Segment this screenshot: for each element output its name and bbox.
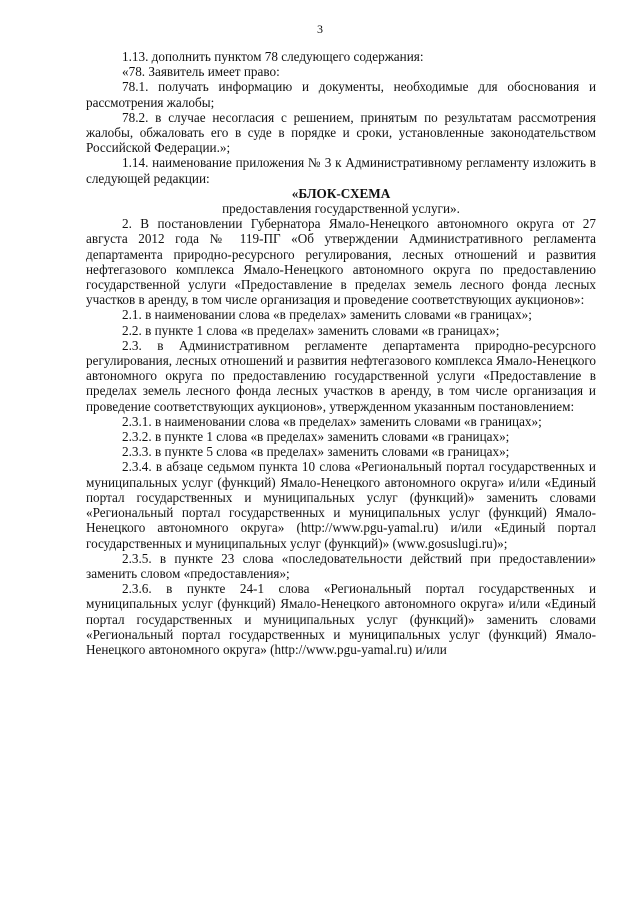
- paragraph-78-intro: «78. Заявитель имеет право:: [122, 64, 280, 80]
- paragraph-2-1: 2.1. в наименовании слова «в пределах» заменить словами «в границах»;: [122, 307, 532, 323]
- paragraph-2-3-6: 2.3.6. в пункте 24-1 слова «Региональный портал государственных и муниципальных услуг (функций) Ямало-Ненецкого автономного округа» и/или «Единый портал государственных и муниципальных услуг (функций)» заменить словами «Региональный портал государственных и муниципальных услуг (функций) Ямало-Ненецкого автономного округа» (http://www.pgu-yamal.ru) и/или: [86, 581, 596, 657]
- paragraph-2-2: 2.2. в пункте 1 слова «в пределах» заменить словами «в границах»;: [122, 322, 500, 338]
- paragraph-2-3-4: 2.3.4. в абзаце седьмом пункта 10 слова «Региональный портал государственных и муниципальных услуг (функций) Ямало-Ненецкого автономного округа» и/или «Единый портал государственных и муниципальных услуг (функций)» заменить словами «Региональный портал государственных и муниципальных услуг (функций) Ямало-Ненецкого автономного округа» (http://www.pgu-yamal.ru) и/или «Единый портал государственных и муниципальных услуг (функций)» (www.gosuslugi.ru)»;: [86, 459, 596, 551]
- paragraph-1-13: 1.13. дополнить пунктом 78 следующего содержания:: [122, 49, 424, 64]
- block-scheme-subtitle: предоставления государственной услуги».: [222, 201, 460, 217]
- paragraph-2-3-5: 2.3.5. в пункте 23 слова «последовательности действий при предоставлении» заменить словом «предоставления»;: [86, 550, 596, 581]
- paragraph-78-2: 78.2. в случае несогласия с решением, принятым по результатам рассмотрения жалобы, обжаловать его в суде в порядке и сроки, установленные законодательством Российской Федерации.»;: [86, 109, 596, 156]
- paragraph-2-3-3: 2.3.3. в пункте 5 слова «в пределах» заменить словами «в границах»;: [122, 444, 510, 460]
- page-number: 3: [317, 22, 323, 36]
- paragraph-2-3: 2.3. в Административном регламенте департамента природно-ресурсного регулирования, лесных отношений и развития нефтегазового комплекса Ямало-Ненецкого автономного округа по предоставлению государственной услуги «Предоставление в пределах земель лесного фонда лесных участков в аренду, в том числе организация и проведение соответствующих аукционов», утвержденном указанным постановлением:: [86, 337, 596, 414]
- document-body: [86, 49, 596, 657]
- paragraph-1-14: 1.14. наименование приложения № 3 к Административному регламенту изложить в следующей редакции:: [86, 155, 596, 186]
- block-scheme-title: «БЛОК-СХЕМА: [291, 185, 391, 201]
- paragraph-2: 2. В постановлении Губернатора Ямало-Ненецкого автономного округа от 27 августа 2012 года № 119-ПГ «Об утверждении Административного регламента департамента природно-ресурсного регулирования, лесных отношений и развития нефтегазового комплекса Ямало-Ненецкого автономного округа по предоставлению государственной услуги «Предоставление в пределах земель лесного фонда лесных участков в аренду, в том числе организация и проведение соответствующих аукционов»:: [86, 216, 596, 308]
- paragraph-78-1: 78.1. получать информацию и документы, необходимые для обоснования и рассмотрения жалобы;: [86, 79, 596, 110]
- paragraph-2-3-1: 2.3.1. в наименовании слова «в пределах» заменить словами «в границах»;: [122, 413, 542, 429]
- paragraph-2-3-2: 2.3.2. в пункте 1 слова «в пределах» заменить словами «в границах»;: [122, 429, 510, 445]
